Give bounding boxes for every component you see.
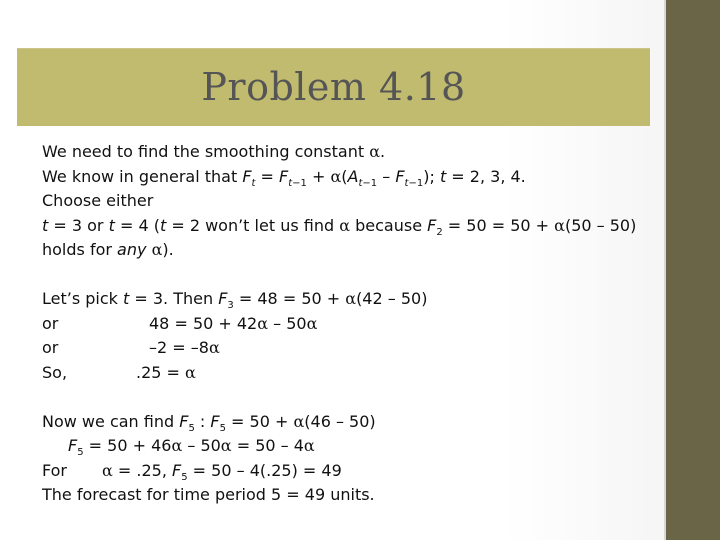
body-line-9: So, .25 = α [42, 362, 196, 382]
slide-body [42, 140, 642, 508]
title-bar [17, 48, 650, 126]
body-line-8: or –2 = –8α [42, 338, 220, 357]
body-line-6: Let’s pick t = 3. Then $F_3 = 48 = 50 + \alpha(42 - 50)$ [42, 289, 428, 312]
body-line-2: We know in general that $F_t = F_{t-1} + \alpha(A_{t-1} - F_{t-1})$; t = 2, 3, 4. [42, 166, 526, 189]
slide-title: Problem 4.18 [201, 65, 466, 109]
body-line-3: Choose either [42, 191, 154, 210]
body-line-12: For α = .25, $F_5 = 50 - 4(.25) = 49$ [42, 460, 342, 483]
spacer [42, 385, 642, 410]
spacer [42, 263, 642, 288]
body-line-7: or 48 = 50 + 42α – 50α [42, 313, 318, 333]
body-line-1: We need to find the smoothing constant α. [42, 142, 386, 161]
body-line-10: Now we can find $F_5$ : $F_5 = 50 + \alpha(46 - 50)$ [42, 411, 376, 434]
body-line-13: The forecast for time period 5 = 49 units. [42, 485, 375, 504]
right-accent-band [666, 0, 720, 540]
body-line-5: holds for any α). [42, 240, 174, 259]
body-line-4: t = 3 or t = 4 (t = 2 won’t let us find α because $F_2 = 50 = 50 + \alpha(50 - 50)$ [42, 215, 637, 238]
body-line-11: $F_5 = 50 + 46\alpha - 50\alpha = 50 - 4\alpha$ [68, 436, 315, 459]
